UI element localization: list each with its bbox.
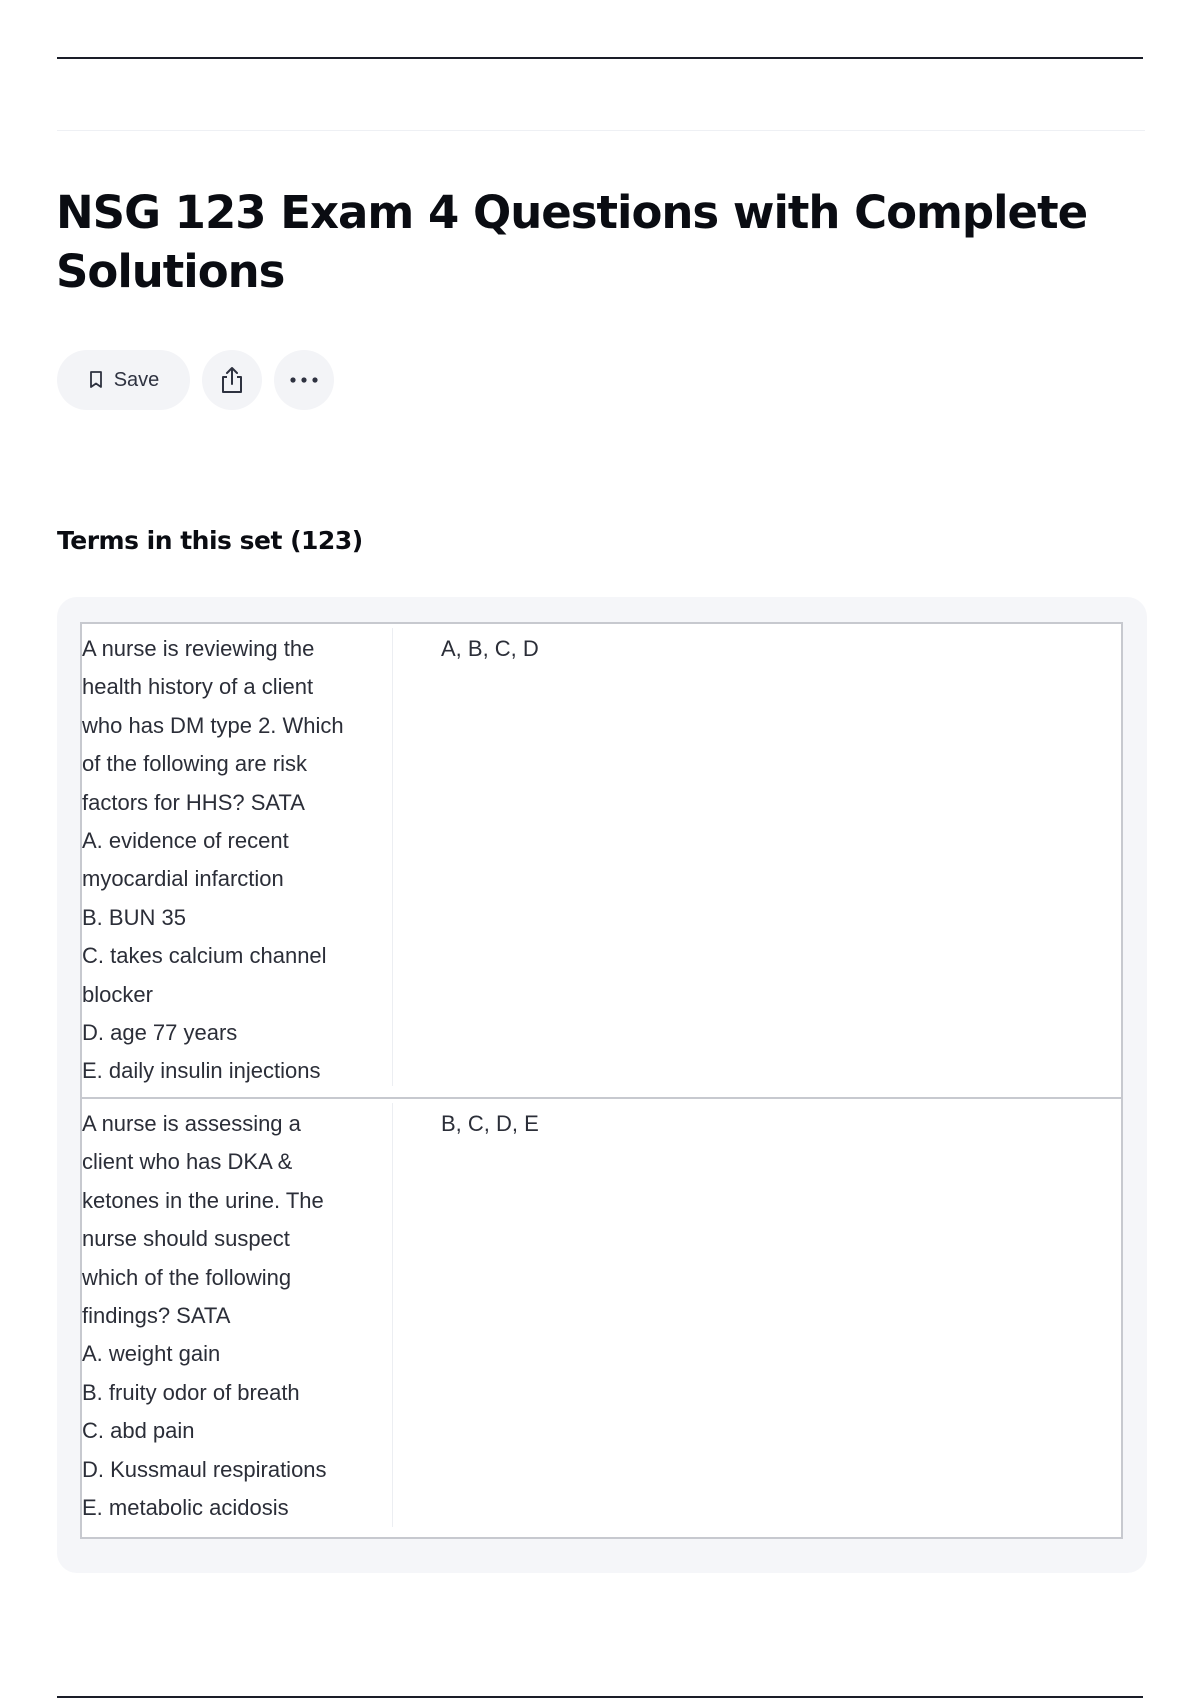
definition-text: B, C, D, E [441,1111,539,1136]
bookmark-icon [88,370,104,390]
header-divider [57,130,1145,131]
term-card [80,622,1123,1099]
term-card [80,1097,1123,1539]
definition-text: A, B, C, D [441,636,539,661]
card-divider [392,628,393,1086]
term-text: A nurse is reviewing the health history of a client who has DM type 2. Which of the following are risk factors for HHS? SATA A. evidence of recent myocardial infarction B. BUN 35 C. takes calcium channel blocker D. age 77 years E. daily insulin injections [82,636,344,1084]
terms-heading: Terms in this set (123) [57,526,363,555]
term-text: A nurse is assessing a client who has DKA & ketones in the urine. The nurse should suspect which of the following findings? SATA A. weight gain B. fruity odor of breath C. abd pain D. Kussmaul respirations E. metabolic acidosis [82,1111,327,1521]
save-button-label: Save [113,368,160,391]
page-title: NSG 123 Exam 4 Questions with Complete Solutions [56,186,1088,298]
share-icon [218,365,246,395]
card-divider [392,1103,393,1527]
save-button[interactable] [57,350,190,410]
action-bar [57,350,334,410]
bottom-rule [57,1696,1143,1698]
more-options-icon [289,376,319,384]
top-rule [57,57,1143,59]
more-options-button[interactable] [274,350,334,410]
share-button[interactable] [202,350,262,410]
